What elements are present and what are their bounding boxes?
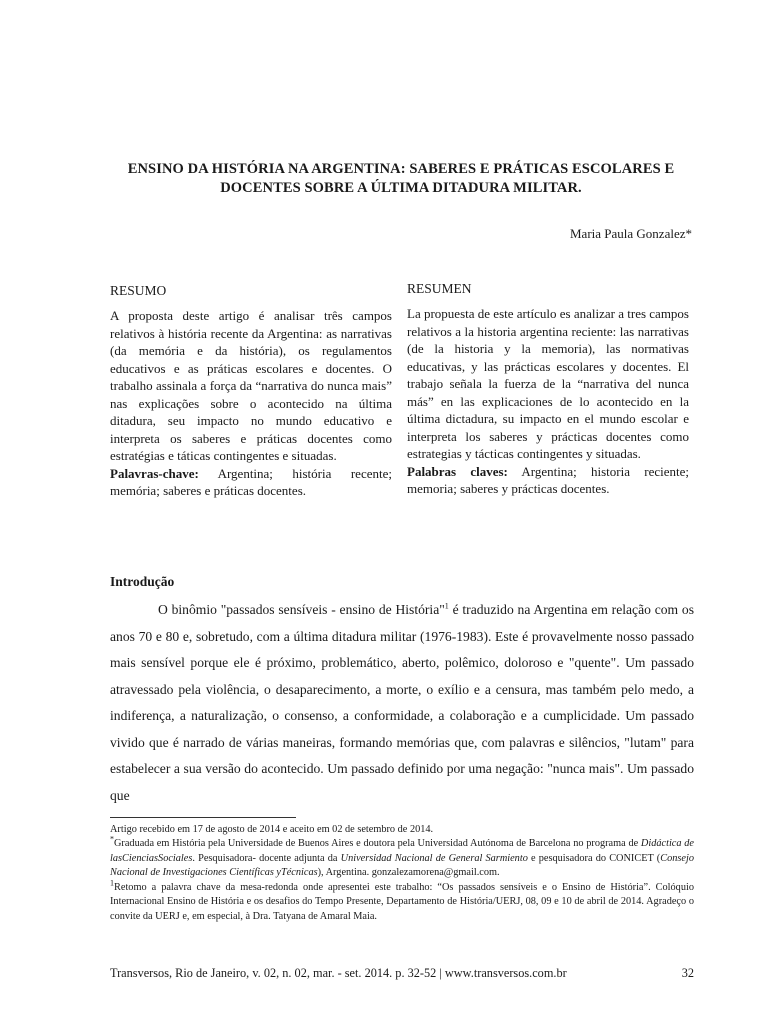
intro-text-part-2: é traduzido na Argentina em relação com os anos 70 e 80 e, sobretudo, com a última ditadura militar (1976-1983). Este é provavelmente nosso passado mais sensível porque ele é próximo, problemático, aberto, polêmico, doloroso e "quente". Um passado atravessado pela violência, o desaparecimento, a morte, o exílio e a censura, mas também pelo medo, a indiferença, a naturalização, o consenso, a conformidade, a colaboração e a cumplicidade. Um passado vivido que é narrado de várias maneiras, formando memórias que, com palavras e silêncios, "lutam" para estabelecer a sua versão do acontecido. Um passado definido por uma negação: "nunca mais". Um passado que (110, 602, 694, 803)
resumo-heading: RESUMO (110, 283, 167, 298)
title-line-1: ENSINO DA HISTÓRIA NA ARGENTINA: SABERES E PRÁTICAS ESCOLARES E (127, 161, 675, 177)
resumo-keywords-text: Argentina; história recente; memória; saberes e práticas docentes. (110, 465, 392, 498)
footnote-author-italic-1: Didáctica de lasCienciasSociales (110, 838, 694, 864)
page-number: 32 (681, 966, 694, 980)
title-line-2: DOCENTES SOBRE A ÚLTIMA DITADURA MILITAR. (220, 180, 582, 196)
footnote-author-text-2: . Pesquisadora- docente adjunta da (192, 852, 341, 864)
footnote-1 (110, 878, 694, 924)
footnotes (110, 823, 694, 924)
footnote-1-text: Retomo a palavra chave da mesa-redonda onde apresentei este trabalho: “Os passados sensíveis e o Ensino de História”. Colóquio Internacional Ensino de História e os desafios do Tempo Presente, Departamento de História/UERJ, 08, 09 e 10 de abril de 2014. Agradeço o convite da UERJ e, em especial, à Dra. Tatyana de Amaral Maia. (110, 882, 694, 922)
footnote-author-text-1: Graduada em História pela Universidade de Buenos Aires e doutora pela Universidad Autónoma de Barcelona no programa de (114, 838, 641, 850)
footnote-received: Artigo recebido em 17 de agosto de 2014 e aceito em 02 de setembro de 2014. (110, 824, 434, 835)
intro-text-part-1: O binômio "passados sensíveis - ensino de História" (158, 602, 445, 617)
footnote-author-text-4: ), Argentina. gonzalezamorena@gmail.com. (317, 866, 500, 878)
footnote-ref-1[interactable]: 1 (444, 601, 449, 611)
resumen-heading: RESUMEN (407, 281, 472, 296)
author-name: Maria Paula Gonzalez* (569, 226, 692, 241)
introduction-heading: Introdução (110, 574, 175, 589)
resumo-keywords (110, 465, 392, 500)
footnote-author-italic-3: Consejo Nacional de Investigaciones Científicas yTécnicas (110, 852, 694, 878)
footnote-author (110, 834, 694, 880)
footnote-author-mark: * (110, 834, 114, 844)
page-footer (110, 965, 694, 981)
article-title (110, 160, 692, 198)
resumen-keywords-text: Argentina; historia reciente; memoria; saberes y prácticas docentes. (407, 463, 689, 496)
footnote-author-italic-2: Universidad Nacional de General Sarmiento (340, 852, 528, 864)
resumen-keywords-label: Palabras claves: (407, 463, 508, 479)
resumen-section (407, 280, 689, 498)
introduction-paragraph (110, 597, 694, 809)
resumen-text: La propuesta de este artículo es analizar a tres campos relativos a la historia argentina reciente: las narrativas (de la historia y la memoria), las normativas educativas, y las prácticas escolares y docentes. El trabajo señala la fuerza de la “narrativa del nunca más” en las explicaciones de lo acontecido en la última dictadura, su impacto en el mundo escolar e interpreta los saberes y prácticas docentes como estrategias y tácticas contingentes y situadas. (407, 306, 689, 461)
resumo-keywords-label: Palavras-chave: (110, 465, 199, 481)
footnote-1-mark: 1 (110, 878, 114, 888)
footnote-author-text-3: e pesquisadora do CONICET ( (527, 852, 661, 864)
footnote-separator (110, 817, 296, 818)
resumo-section (110, 282, 392, 500)
resumen-keywords (407, 463, 689, 498)
resumo-text: A proposta deste artigo é analisar três campos relativos à história recente da Argentina: as narrativas (da memória e da história), os regulamentos educativos e as práticas escolares e docentes. O trabalho assinala a força da “narrativa do nunca mais” nas explicações sobre o acontecido na última ditadura, seu impacto no mundo educativo e interpreta os saberes e práticas docentes como estratégias e táticas contingentes e situadas. (110, 308, 392, 463)
footer-citation: Transversos, Rio de Janeiro, v. 02, n. 02, mar. - set. 2014. p. 32-52 | www.transversos.com.br (110, 966, 567, 980)
